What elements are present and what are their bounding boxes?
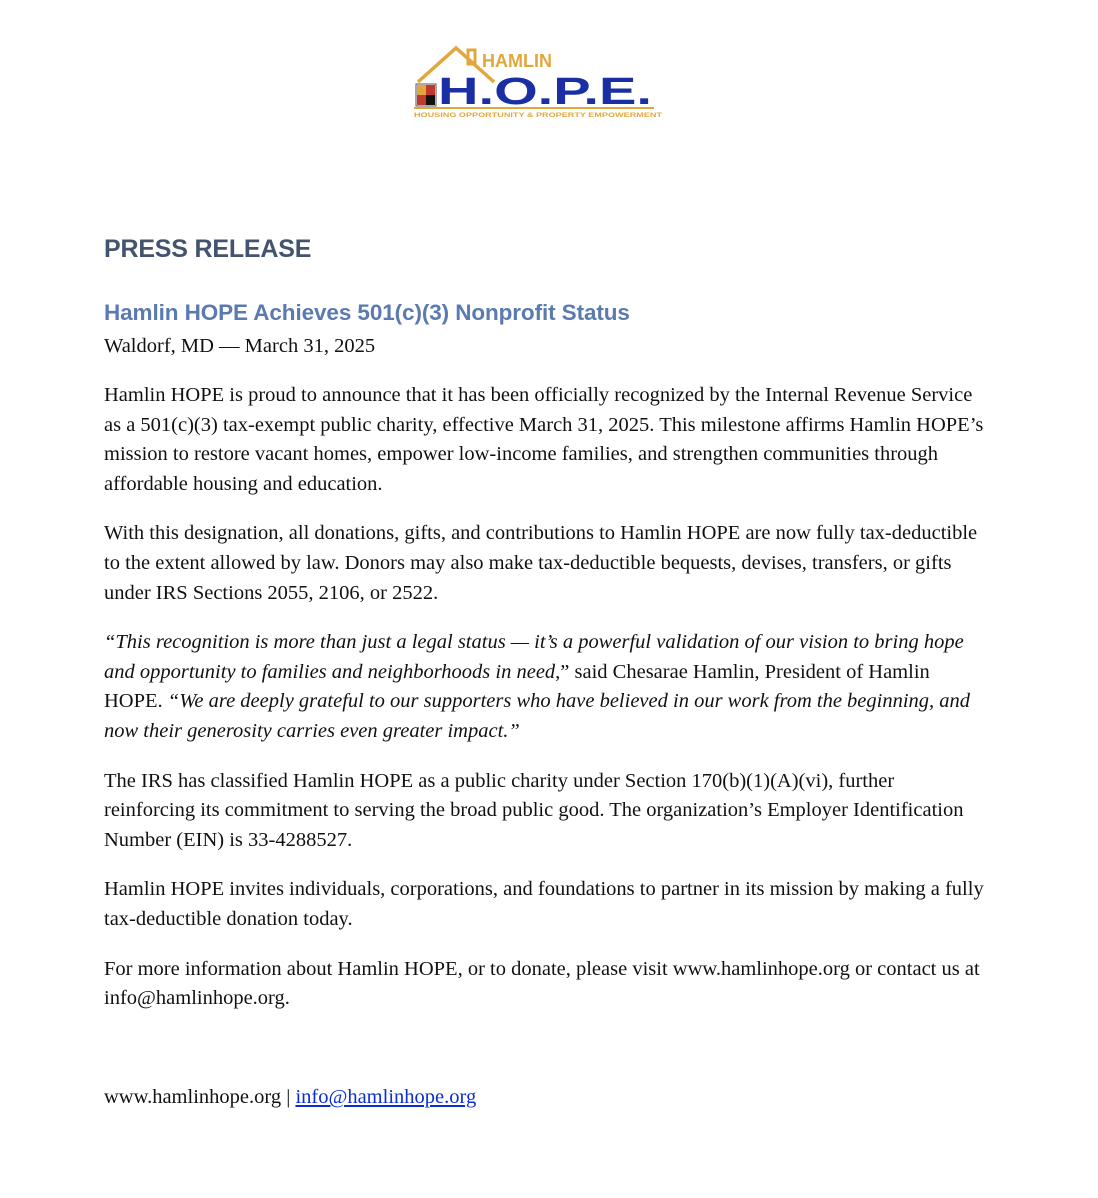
logo-tagline: HOUSING OPPORTUNITY & PROPERTY EMPOWERMENT — [414, 112, 663, 119]
footer-separator: | — [281, 1086, 296, 1108]
paragraph-announcement: Hamlin HOPE is proud to announce that it has been officially recognized by the Internal Revenue Service as a 501(c)(3) tax-exempt public charity, effective March 31, 2025. This milestone affirms Hamlin HOPE’s mission to restore vacant homes, empower low-income families, and strengthen communities through affordable housing and education. — [104, 384, 984, 495]
hamlin-hope-logo — [410, 44, 665, 122]
headline: Hamlin HOPE Achieves 501(c)(3) Nonprofit Status — [104, 300, 630, 325]
footer-website: www.hamlinhope.org — [104, 1086, 282, 1108]
press-release-label: PRESS RELEASE — [104, 235, 312, 263]
quote-attribution: ,” said Chesarae Hamlin, President of Hamlin HOPE. — [104, 660, 930, 713]
logo-top-word: HAMLIN — [482, 51, 552, 71]
press-release-document — [104, 230, 984, 1014]
logo-graphic — [410, 44, 665, 122]
paragraph-contact-info: For more information about Hamlin HOPE, or to donate, please visit www.hamlinhope.org or contact us at info@hamlinhope.org. — [104, 957, 980, 1010]
paragraph-invitation: Hamlin HOPE invites individuals, corporations, and foundations to partner in its mission by making a fully tax-deductible donation today. — [104, 878, 984, 930]
paragraph-tax-deductible: With this designation, all donations, gifts, and contributions to Hamlin HOPE are now fully tax-deductible to the extent allowed by law. Donors may also make tax-deductible bequests, devises, transfers, or gifts under IRS Sections 2055, 2106, or 2522. — [104, 522, 978, 604]
footer — [104, 1082, 476, 1112]
footer-email-link[interactable]: info@hamlinhope.org — [295, 1086, 477, 1108]
dateline: Waldorf, MD — March 31, 2025 — [104, 335, 376, 357]
paragraph-irs-classification: The IRS has classified Hamlin HOPE as a public charity under Section 170(b)(1)(A)(vi), further reinforcing its commitment to serving the broad public good. The organization’s Employer Identification Number (EIN) is 33-4288527. — [104, 769, 964, 851]
quote-part-1: “This recognition is more than just a legal status — it’s a powerful validation of our vision to bring hope and opportunity to families and neighborhoods in need — [104, 631, 964, 683]
logo-main-word: H.O.P.E. — [438, 71, 652, 113]
paragraph-quote — [104, 628, 984, 746]
quote-part-2: “We are deeply grateful to our supporters who have believed in our work from the beginning, and now their generosity carries even greater impact.” — [104, 690, 971, 742]
